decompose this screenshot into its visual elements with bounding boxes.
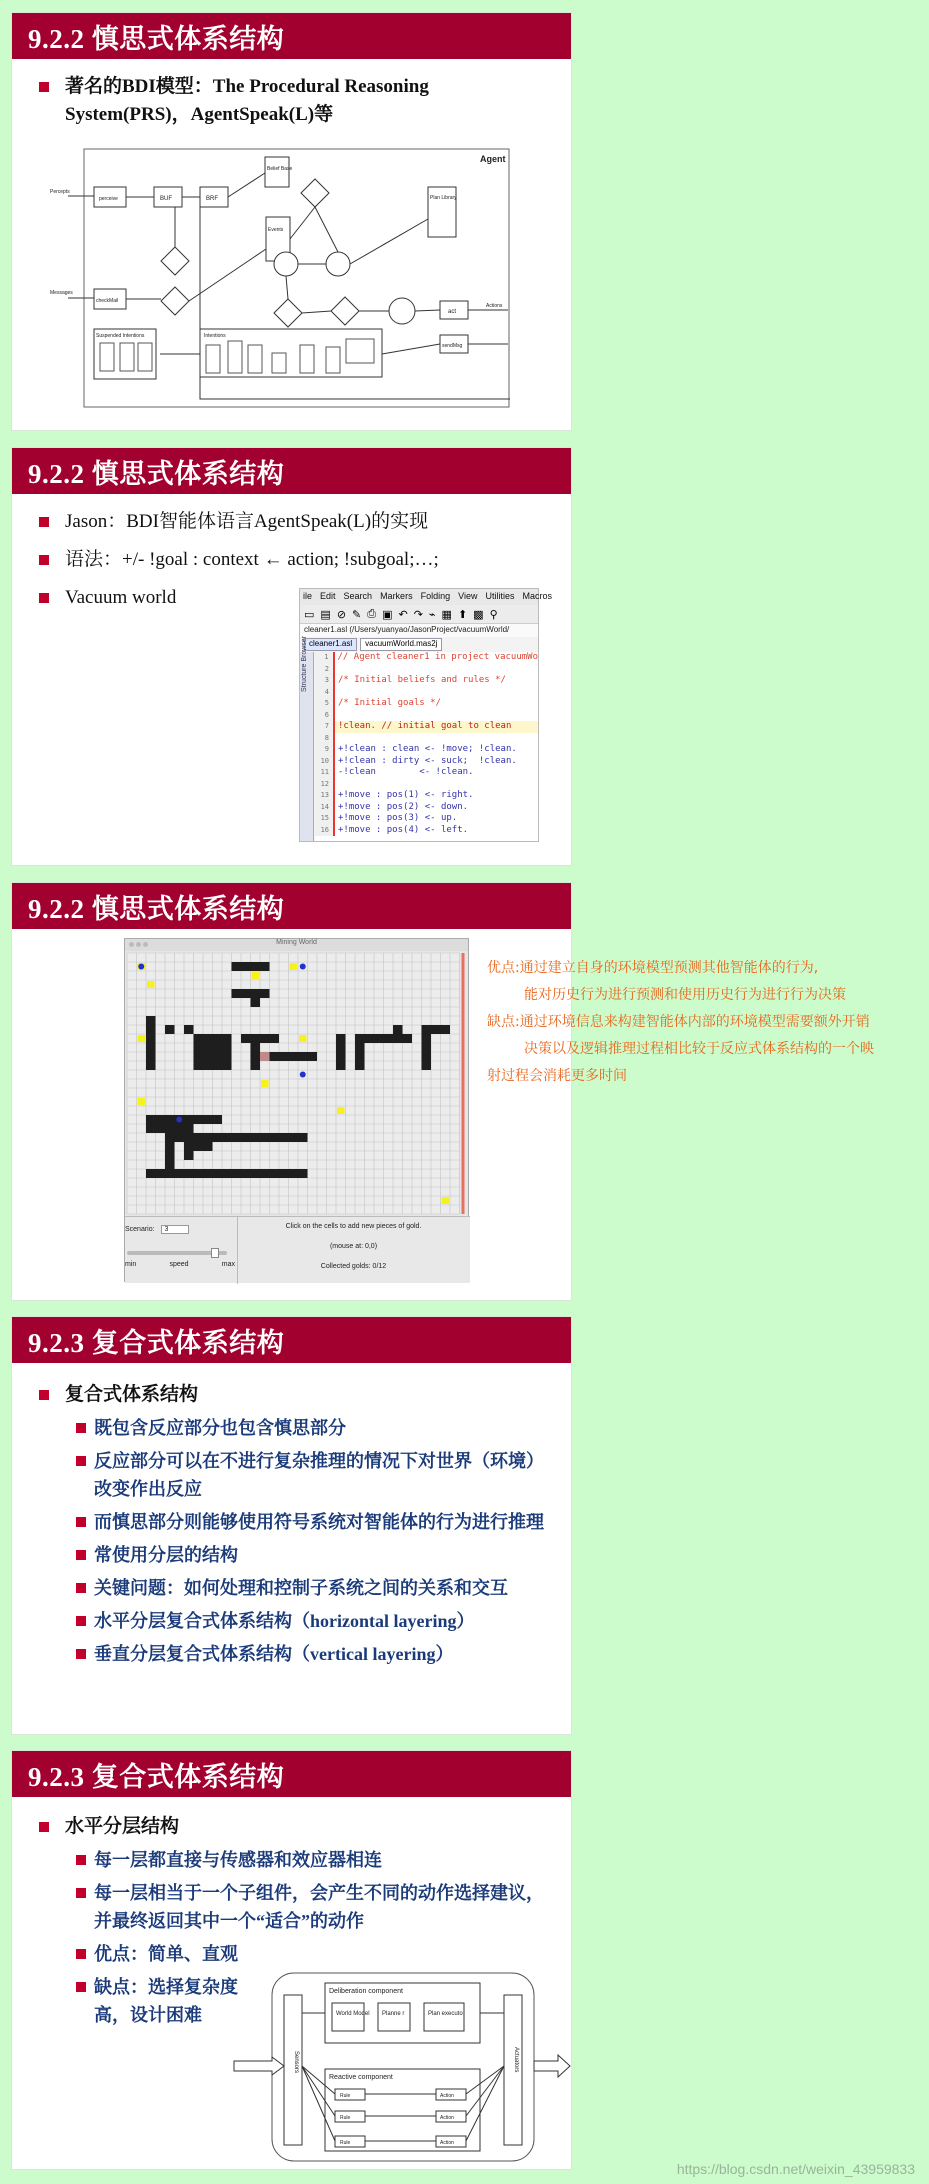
horizontal-heading: 水平分层结构 (12, 1813, 571, 1841)
code-line[interactable] (315, 813, 538, 825)
code-line[interactable] (315, 675, 538, 687)
window-title: Mining World (276, 939, 317, 946)
structure-browser-sidebar[interactable]: Structure Browser (300, 652, 314, 841)
hybrid-item: 而慎思部分则能够使用符号系统对智能体的行为进行推理 (12, 1508, 571, 1536)
menu-view[interactable]: View (458, 591, 478, 601)
svg-text:Events: Events (268, 227, 284, 233)
node-execute (389, 298, 415, 324)
pro-label: 优点: (487, 960, 520, 976)
redo-icon[interactable]: ↷ (413, 608, 423, 621)
bullet-vacuum: Vacuum world (12, 584, 571, 612)
code-line[interactable] (315, 744, 538, 756)
svg-text:act: act (448, 309, 457, 315)
line-number: 7 (315, 721, 335, 733)
slide-title: 9.2.2 慎思式体系结构 (12, 448, 571, 494)
hybrid-item: 水平分层复合式体系结构（horizontal layering） (12, 1607, 571, 1635)
code-line[interactable] (315, 698, 538, 710)
bullet-syntax: 语法：+/- !goal : context ← action; !subgoal;…; (12, 546, 571, 574)
code-line[interactable] (315, 756, 538, 768)
action-label: Action (440, 2115, 454, 2121)
speed-min-label: min (125, 1261, 137, 1268)
svg-text:Suspended Intentions: Suspended Intentions (96, 333, 145, 339)
editor-toolbar (300, 605, 538, 623)
line-number: 2 (315, 664, 335, 676)
code-text: /* Initial goals */ (338, 698, 441, 708)
pro-line-2: 能对历史行为进行预测和使用历史行为进行行为决策 (524, 987, 846, 1003)
slide-mining-world (11, 882, 572, 1301)
line-number: 10 (315, 756, 335, 768)
code-text (335, 664, 338, 676)
mining-world-window (124, 938, 469, 1282)
line-number: 16 (315, 825, 335, 837)
slide-horizontal (11, 1750, 572, 2170)
code-text: // Agent cleaner1 in project vacuumWo (337, 652, 538, 662)
horizontal-layering-diagram (232, 1971, 572, 2166)
svg-text:Plan Library: Plan Library (430, 195, 457, 201)
run-icon[interactable]: ⌁ (428, 608, 436, 621)
agent-label: Agent (480, 154, 506, 164)
code-text: +!clean : clean <- !move; !clean. (338, 744, 517, 754)
code-line[interactable] (315, 721, 538, 733)
line-number: 9 (315, 744, 335, 756)
code-text: +!move : pos(3) <- up. (338, 813, 458, 823)
svg-text:Plan executo: Plan executo (428, 2011, 463, 2017)
stop-icon[interactable]: ⊘ (336, 608, 347, 621)
folder-icon[interactable]: ▤ (320, 608, 331, 621)
svg-text:BRF: BRF (206, 196, 218, 202)
code-line[interactable] (315, 767, 538, 779)
slide-bdi-model (11, 12, 572, 431)
save-all-icon[interactable]: ▩ (473, 608, 484, 621)
code-line[interactable] (315, 825, 538, 837)
scenario-select[interactable]: 3 (161, 1225, 189, 1234)
line-number: 15 (315, 813, 335, 825)
code-area[interactable] (315, 652, 538, 841)
horizontal-item: 优点：简单、直观 (12, 1940, 571, 1968)
sensors-label: Sensors (293, 2051, 299, 2074)
bullet-bdi: 著名的BDI模型：The Procedural Reasoning System(PRS)，AgentSpeak(L)等 (12, 73, 571, 129)
horizontal-item: 每一层相当于一个子组件，会产生不同的动作选择建议，并最终返回其中一个“适合”的动作 (12, 1879, 571, 1935)
svg-text:Percepts: Percepts (50, 189, 70, 195)
hybrid-item: 既包含反应部分也包含慎思部分 (12, 1414, 571, 1442)
rule-label: Rule (340, 2140, 351, 2146)
open-icon[interactable]: ▭ (304, 608, 315, 621)
slide-title: 9.2.2 慎思式体系结构 (12, 883, 571, 929)
hybrid-item: 关键问题：如何处理和控制子系统之间的关系和交互 (12, 1574, 571, 1602)
bullet-jason: Jason：BDI智能体语言AgentSpeak(L)的实现 (12, 508, 571, 536)
watermark: https://blog.csdn.net/weixin_43959833 (676, 2161, 915, 2177)
con-line-1: 通过环境信息来构建智能体内部的环境模型需要额外开销 (519, 1014, 870, 1030)
upload-icon[interactable]: ⬆ (457, 608, 468, 621)
svg-text:World Model: World Model (336, 2011, 370, 2017)
node-check-context (274, 252, 298, 276)
line-number: 1 (315, 652, 335, 664)
line-number: 13 (315, 790, 335, 802)
line-number: 3 (315, 675, 335, 687)
scenario-label: Scenario: (125, 1226, 155, 1233)
line-number: 14 (315, 802, 335, 814)
code-line[interactable] (315, 710, 538, 722)
hybrid-item: 常使用分层的结构 (12, 1541, 571, 1569)
print-icon[interactable]: ⎙ (367, 607, 377, 620)
svg-text:Deliberation component: Deliberation component (329, 1988, 403, 1995)
line-number: 8 (315, 733, 335, 745)
pros-cons-notes (487, 955, 917, 1090)
svg-text:perceive: perceive (99, 196, 118, 202)
menu-edit[interactable]: Edit (320, 591, 336, 601)
collected-golds: Collected golds: 0/12 (320, 1263, 387, 1270)
line-number: 11 (315, 767, 335, 779)
tab-vacuumworld[interactable]: vacuumWorld.mas2j (360, 638, 442, 651)
code-line[interactable] (315, 687, 538, 699)
line-number: 12 (315, 779, 335, 791)
code-text: +!clean : dirty <- suck; !clean. (338, 755, 517, 766)
speed-slider-thumb[interactable] (211, 1248, 219, 1258)
code-text: +!move : pos(2) <- down. (338, 801, 469, 812)
code-text (335, 779, 338, 791)
menu-macros[interactable]: Macros (522, 591, 552, 601)
slide-hybrid (11, 1316, 572, 1735)
pro-line-1: 通过建立自身的环境模型预测其他智能体的行为, (519, 960, 819, 976)
horizontal-item: 缺点：选择复杂度高，设计困难 (12, 1973, 262, 2029)
menu-folding[interactable]: Folding (420, 591, 451, 601)
hybrid-item: 垂直分层复合式体系结构（vertical layering） (12, 1640, 571, 1668)
editor-menubar (300, 589, 552, 605)
svg-text:Messages: Messages (50, 290, 73, 296)
svg-text:Planne r: Planne r (382, 2011, 405, 2017)
code-text: +!move : pos(4) <- left. (338, 824, 469, 835)
svg-text:Reactive component: Reactive component (329, 2074, 393, 2081)
slide-jason (11, 447, 572, 866)
code-line[interactable] (315, 733, 538, 745)
code-text (335, 733, 338, 745)
code-text: !clean. // initial goal to clean (338, 721, 512, 731)
code-line[interactable] (315, 802, 538, 814)
menu-file[interactable]: ile (303, 591, 313, 601)
tab-cleaner1[interactable]: cleaner1.asl (304, 638, 357, 651)
slide-title: 9.2.2 慎思式体系结构 (12, 13, 571, 59)
rule-label: Rule (340, 2115, 351, 2121)
con-line-3: 射过程会消耗更多时间 (487, 1068, 627, 1084)
mouse-position: (mouse at: 0,0) (329, 1243, 378, 1250)
hybrid-heading: 复合式体系结构 (12, 1381, 571, 1409)
code-line[interactable] (315, 790, 538, 802)
prs-architecture-diagram (50, 149, 570, 411)
info-text: Click on the cells to add new pieces of gold. (285, 1223, 422, 1230)
con-line-2: 决策以及逻辑推理过程相比较于反应式体系结构的一个映 (524, 1041, 874, 1057)
actuators-label: Actuators (513, 2047, 519, 2073)
code-line[interactable] (315, 664, 538, 676)
con-label: 缺点: (487, 1014, 520, 1030)
action-label: Action (440, 2093, 454, 2099)
debug-icon[interactable]: ▦ (441, 608, 452, 621)
hybrid-item: 反应部分可以在不进行复杂推理的情况下对世界（环境）改变作出反应 (12, 1447, 571, 1503)
mining-grid[interactable] (125, 951, 470, 1216)
menu-markers[interactable]: Markers (380, 591, 413, 601)
svg-text:Actions: Actions (486, 303, 503, 309)
code-text: /* Initial beliefs and rules */ (338, 675, 506, 685)
file-path: cleaner1.asl (/Users/yuanyao/JasonProject/vacuumWorld/ (300, 623, 538, 637)
speed-slider[interactable] (127, 1251, 227, 1255)
code-text: +!move : pos(1) <- right. (338, 790, 474, 800)
svg-text:Intentions: Intentions (204, 333, 226, 339)
menu-utilities[interactable]: Utilities (485, 591, 515, 601)
line-number: 5 (315, 698, 335, 710)
code-line[interactable] (315, 779, 538, 791)
jedit-editor-window (299, 588, 552, 842)
svg-text:BUF: BUF (160, 196, 172, 202)
code-line[interactable] (315, 652, 538, 664)
search-icon[interactable]: ⚲ (489, 608, 498, 621)
plan-executor-box (424, 2003, 464, 2031)
svg-text:checkMail: checkMail (96, 298, 119, 304)
menu-search[interactable]: Search (343, 591, 373, 601)
undo-icon[interactable]: ↶ (398, 608, 408, 621)
svg-text:sendMsg: sendMsg (442, 343, 463, 349)
save-icon[interactable]: ▣ (382, 608, 393, 621)
planner-box (378, 2003, 410, 2031)
node-unify-event (326, 252, 350, 276)
rule-label: Rule (340, 2093, 351, 2099)
speed-max-label: max (221, 1261, 235, 1268)
code-text (335, 710, 338, 722)
editor-tabs (300, 637, 538, 652)
node-belief: Belief Base (267, 166, 293, 172)
code-text (335, 687, 338, 699)
edit-icon[interactable]: ✎ (352, 608, 362, 621)
horizontal-item: 每一层都直接与传感器和效应器相连 (12, 1846, 571, 1874)
code-text: -!clean <- !clean. (338, 767, 474, 777)
line-number: 6 (315, 710, 335, 722)
speed-label: speed (169, 1261, 189, 1268)
action-label: Action (440, 2140, 454, 2146)
line-number: 4 (315, 687, 335, 699)
slide-title: 9.2.3 复合式体系结构 (12, 1751, 571, 1797)
world-model-box (332, 2003, 364, 2031)
slide-title: 9.2.3 复合式体系结构 (12, 1317, 571, 1363)
